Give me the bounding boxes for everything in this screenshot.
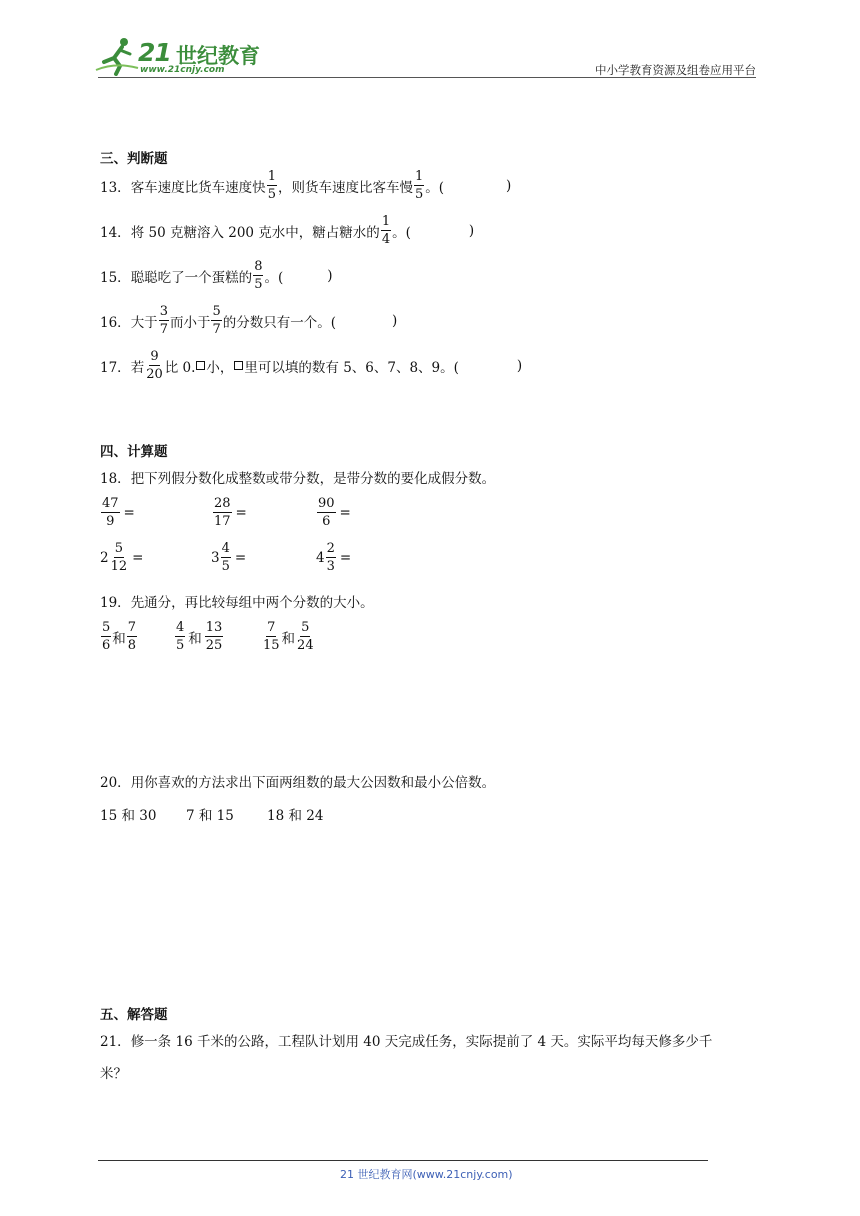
question-text: 里可以填的数有 5、6、7、8、9。( bbox=[244, 359, 459, 376]
question-text: 将 50 克糖溶入 200 克水中，糖占糖水的 bbox=[130, 224, 380, 241]
question-19-prompt bbox=[100, 591, 374, 611]
q20-group: 7 和 15 bbox=[186, 808, 234, 824]
question-text: 大于 bbox=[130, 314, 158, 331]
question-number: 19． bbox=[100, 595, 131, 611]
header-divider bbox=[98, 77, 756, 78]
question-21 bbox=[100, 1030, 712, 1050]
question-number: 16． bbox=[100, 314, 131, 331]
question-text: ，则货车速度比客车慢 bbox=[277, 179, 413, 196]
question-text: 用你喜欢的方法求出下面两组数的最大公因数和最小公倍数。 bbox=[130, 775, 496, 791]
q18-item: $\frac{90}{6}$ = bbox=[318, 496, 351, 529]
square-blank-icon bbox=[196, 361, 205, 370]
answer-close: ) bbox=[506, 177, 512, 194]
question-text: 而小于 bbox=[169, 314, 211, 331]
equals-sign: = bbox=[339, 504, 351, 521]
equals-sign: = bbox=[235, 504, 247, 521]
and-word: 和 bbox=[281, 630, 296, 647]
q19-pair: $\frac{4}{5}$ 和 $\frac{13}{25}$ bbox=[176, 620, 223, 653]
and-word: 和 bbox=[112, 630, 126, 647]
question-text: 若 bbox=[130, 359, 145, 376]
q18-item: $\frac{28}{17}$ = bbox=[214, 496, 247, 529]
footer-link[interactable]: 21 世纪教育网(www.21cnjy.com) bbox=[340, 1168, 513, 1181]
whole-part: 4 bbox=[316, 549, 325, 566]
and-word: 和 bbox=[188, 630, 202, 647]
question-number: 15． bbox=[100, 269, 131, 286]
question-15 bbox=[100, 260, 333, 291]
square-blank-icon bbox=[234, 361, 243, 370]
fraction: $\frac{1}{4}$ bbox=[381, 214, 391, 247]
question-text: 的分数只有一个。( bbox=[222, 314, 337, 331]
q19-pair: $\frac{7}{15}$ 和 $\frac{5}{24}$ bbox=[263, 620, 314, 653]
equals-sign: = bbox=[132, 549, 144, 566]
equals-sign: = bbox=[339, 549, 352, 566]
answer-open: 。( bbox=[264, 269, 284, 286]
question-16 bbox=[100, 305, 397, 336]
answer-close: ) bbox=[327, 267, 333, 284]
question-number: 20． bbox=[100, 775, 131, 791]
whole-part: 2 bbox=[100, 549, 109, 566]
equals-sign: = bbox=[123, 504, 135, 521]
q18-item: 2 $\frac{5}{12}$ = bbox=[100, 541, 144, 574]
site-logo bbox=[94, 36, 264, 78]
answer-open: 。( bbox=[392, 224, 411, 241]
section-title-judge: 三、判断题 bbox=[100, 151, 168, 167]
question-17 bbox=[100, 350, 522, 381]
q20-group: 18 和 24 bbox=[267, 808, 324, 824]
question-text: 小， bbox=[206, 359, 234, 376]
answer-close: ) bbox=[516, 357, 523, 374]
answer-close: ) bbox=[468, 222, 475, 239]
runner-logo-icon bbox=[94, 36, 140, 76]
question-text: 客车速度比货车速度快 bbox=[130, 179, 266, 196]
question-text: 聪聪吃了一个蛋糕的 bbox=[130, 269, 253, 286]
question-14 bbox=[100, 215, 474, 246]
question-20-prompt bbox=[100, 771, 495, 791]
fraction: $\frac{8}{5}$ bbox=[254, 259, 263, 292]
answer-open: 。( bbox=[425, 179, 445, 196]
question-number: 14． bbox=[100, 224, 131, 241]
section-title-solve: 五、解答题 bbox=[100, 1007, 168, 1023]
question-13 bbox=[100, 170, 511, 201]
whole-part: 3 bbox=[211, 549, 220, 566]
section-title-calc: 四、计算题 bbox=[100, 444, 168, 460]
fraction: $\frac{9}{20}$ bbox=[146, 349, 163, 382]
fraction: $\frac{5}{7}$ bbox=[212, 304, 221, 337]
logo-number: 21 bbox=[138, 38, 171, 67]
fraction: $\frac{1}{5}$ bbox=[414, 169, 424, 202]
q19-pair: $\frac{5}{6}$ 和 $\frac{7}{8}$ bbox=[102, 620, 137, 653]
question-text: 修一条 16 千米的公路，工程队计划用 40 天完成任务，实际提前了 4 天。实际平均每天修多少千 bbox=[130, 1034, 713, 1050]
question-number: 17． bbox=[100, 359, 131, 376]
footer-divider bbox=[98, 1160, 708, 1161]
q20-group: 15 和 30 bbox=[100, 808, 157, 824]
question-text: 比 0. bbox=[164, 359, 196, 376]
fraction: $\frac{3}{7}$ bbox=[159, 304, 168, 337]
q18-item: 3 $\frac{4}{5}$ = bbox=[211, 541, 247, 574]
logo-text: 世纪教育 bbox=[176, 44, 260, 68]
fraction: $\frac{1}{5}$ bbox=[267, 169, 276, 202]
question-text: 把下列假分数化成整数或带分数，是带分数的要化成假分数。 bbox=[130, 471, 496, 487]
question-text: 先通分，再比较每组中两个分数的大小。 bbox=[130, 595, 374, 611]
q18-item: $\frac{47}{9}$ = bbox=[102, 496, 135, 529]
question-21-continued: 米？ bbox=[100, 1066, 127, 1082]
q18-item: 4 $\frac{2}{3}$ = bbox=[316, 541, 352, 574]
question-number: 18． bbox=[100, 471, 131, 487]
answer-close: ) bbox=[392, 312, 398, 329]
header-platform-text: 中小学教育资源及组卷应用平台 bbox=[595, 63, 756, 77]
question-number: 21． bbox=[100, 1034, 131, 1050]
equals-sign: = bbox=[234, 549, 247, 566]
logo-url: www.21cnjy.com bbox=[140, 65, 225, 75]
question-18-prompt bbox=[100, 467, 495, 487]
question-number: 13． bbox=[100, 179, 131, 196]
